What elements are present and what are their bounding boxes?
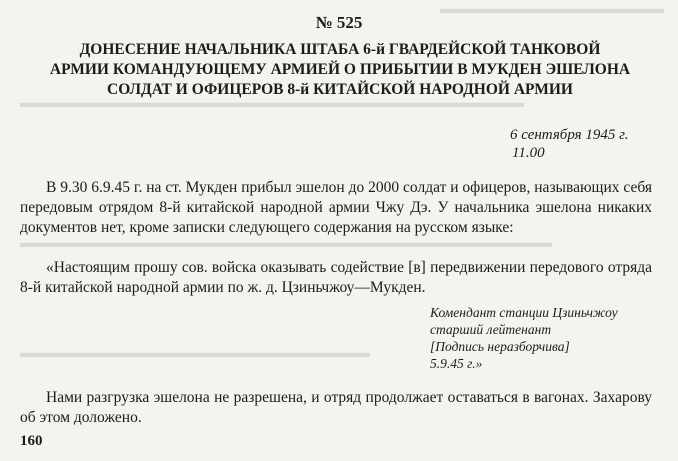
- paragraph-report: [20, 178, 652, 238]
- paragraph-quoted-note-text: «Настоящим прошу сов. войска оказывать содействие [в] передвижении передового отряда 8-й китайской народной армии по ж. д. Цзиньчжоу—Мукден.: [20, 259, 652, 296]
- signature-date: 5.9.45 г.»: [430, 356, 483, 371]
- paragraph-report-text: В 9.30 6.9.45 г. на ст. Мукден прибыл эшелон до 2000 солдат и офицеров, называющих себя передовым отрядом 8-й китайской народной армии Чжу Дэ. У начальника эшелона никаких документов нет, кроме записки следующего содержания на русском языке:: [20, 179, 652, 236]
- document-title: [30, 40, 650, 100]
- bleed-through-texture: ▬▬▬▬▬▬▬▬▬▬▬▬▬▬▬▬▬▬▬▬▬▬▬▬▬▬▬▬▬▬▬▬▬▬▬▬▬▬: [20, 236, 552, 251]
- document-time: 11.00: [512, 145, 545, 161]
- signature-rank: старший лейтенант: [430, 322, 552, 337]
- document-date: 6 сентября 1945 г.: [510, 127, 629, 143]
- signature-note: [Подпись неразборчива]: [430, 339, 570, 354]
- paragraph-conclusion: [20, 388, 652, 428]
- bleed-through-texture: ▬▬▬▬▬▬▬▬▬▬▬▬▬▬▬▬▬▬▬▬▬▬▬▬▬: [20, 346, 370, 361]
- paragraph-quoted-note: [20, 258, 652, 298]
- bleed-through-texture: ▬▬▬▬▬▬▬▬▬▬▬▬▬▬▬▬: [440, 2, 664, 17]
- paragraph-conclusion-text: Нами разгрузка эшелона не разрешена, и отряд продолжает оставаться в вагонах. Захарову об этом доложено.: [20, 389, 652, 426]
- signature-block: [430, 304, 618, 372]
- document-date-block: [510, 126, 629, 162]
- title-line: АРМИИ КОМАНДУЮЩЕМУ АРМИЕЙ О ПРИБЫТИИ В МУКДЕН ЭШЕЛОНА: [49, 61, 631, 78]
- signature-title: Комендант станции Цзиньчжоу: [430, 305, 618, 320]
- title-line: ДОНЕСЕНИЕ НАЧАЛЬНИКА ШТАБА 6-й ГВАРДЕЙСКОЙ ТАНКОВОЙ: [79, 41, 601, 58]
- document-number: № 525: [315, 13, 363, 32]
- bleed-through-texture: ▬▬▬▬▬▬▬▬▬▬▬▬▬▬▬▬▬▬▬▬▬▬▬▬▬▬▬▬▬▬▬▬▬▬▬▬: [20, 96, 524, 111]
- title-line: СОЛДАТ И ОФИЦЕРОВ 8-й КИТАЙСКОЙ НАРОДНОЙ АРМИИ: [107, 81, 573, 98]
- page-number: 160: [20, 433, 43, 449]
